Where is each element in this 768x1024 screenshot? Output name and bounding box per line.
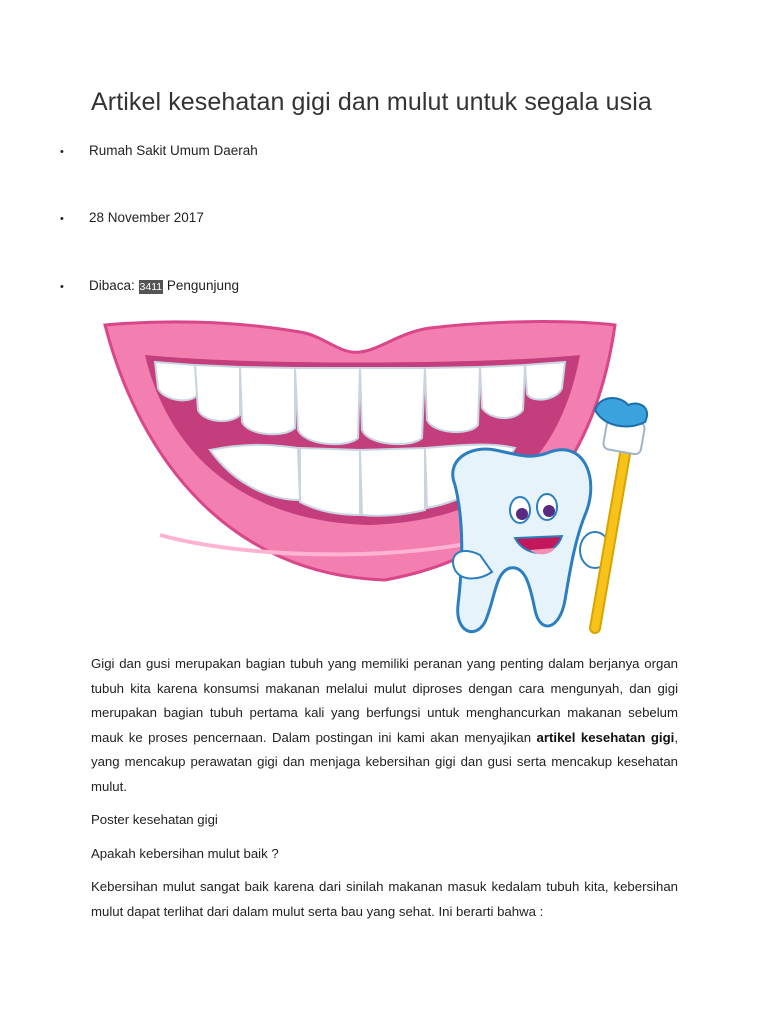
keyword-link[interactable]: artikel kesehatan gigi bbox=[536, 729, 675, 745]
author-text: Rumah Sakit Umum Daerah bbox=[89, 143, 258, 158]
views-label: Dibaca: bbox=[89, 278, 135, 293]
views-suffix: Pengunjung bbox=[166, 278, 239, 293]
bullet-icon: • bbox=[60, 146, 64, 158]
smile-illustration-icon bbox=[100, 310, 660, 640]
bullet-icon: • bbox=[60, 213, 64, 225]
bullet-icon: • bbox=[60, 281, 64, 293]
hygiene-paragraph: Kebersihan mulut sangat baik karena dari sinilah makanan masuk kedalam tubuh kita, kebersihan mulut dapat terlihat dari dalam mulut serta bau yang sehat. Ini berarti bahwa : bbox=[91, 879, 678, 919]
subheading-question: Apakah kebersihan mulut baik ? bbox=[91, 845, 279, 861]
date-text: 28 November 2017 bbox=[89, 210, 204, 225]
meta-author bbox=[60, 143, 258, 158]
tooth-mascot-icon bbox=[453, 449, 610, 632]
views-count-badge: 3411 bbox=[139, 281, 163, 293]
article-title: Artikel kesehatan gigi dan mulut untuk segala usia bbox=[91, 88, 652, 116]
intro-text: Gigi dan gusi merupakan bagian tubuh yang memiliki peranan yang penting dalam berjanya organ tubuh kita karena konsumsi makanan melalui mulut diproses dengan cara mengunyah, dan gigi merupakan bagian tubuh pertama kali yang berfungsi untuk menghancurkan makanan sebelum mauk ke proses pencernaan. Dalam postingan ini kami akan menyajikan bbox=[91, 656, 678, 745]
intro-paragraph bbox=[91, 652, 678, 799]
meta-date bbox=[60, 210, 204, 225]
article-body bbox=[91, 652, 678, 924]
toothbrush-icon bbox=[595, 398, 647, 628]
meta-views bbox=[60, 278, 239, 293]
subheading-poster: Poster kesehatan gigi bbox=[91, 812, 218, 827]
intro-text-end: , yang mencakup perawatan gigi dan menjaga kebersihan gigi dan gusi serta mencakup kesehatan mulut. bbox=[91, 729, 678, 794]
